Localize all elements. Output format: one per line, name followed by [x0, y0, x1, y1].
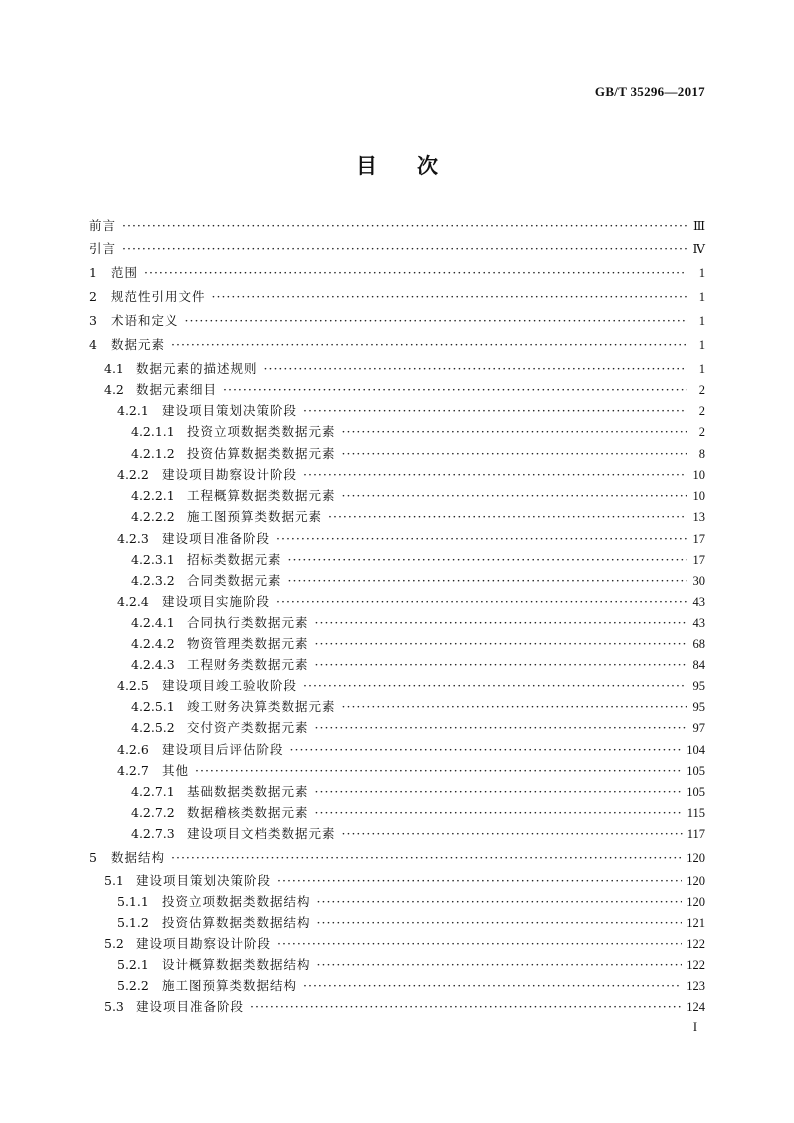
toc-entry-title: 数据元素细目 — [136, 382, 218, 397]
dot-leader — [144, 265, 687, 280]
toc-entry-title: 引言 — [89, 241, 117, 256]
toc-entry-page: 17 — [692, 532, 705, 546]
toc-entry[interactable] — [89, 361, 705, 377]
toc-entry-page: 123 — [686, 979, 705, 993]
dot-leader — [342, 826, 683, 841]
toc-entry-number: 4.1 — [104, 361, 124, 376]
toc-entry-page: 122 — [686, 958, 705, 972]
dot-leader — [171, 337, 687, 352]
toc-entry-title: 数据结构 — [111, 850, 166, 865]
toc-entry-title: 投资立项数据类数据结构 — [162, 894, 311, 909]
dot-leader — [315, 720, 687, 735]
toc-entry[interactable] — [89, 382, 705, 398]
dot-leader — [122, 241, 687, 256]
toc-entry[interactable] — [89, 873, 705, 889]
toc-entry-title: 数据元素的描述规则 — [136, 361, 258, 376]
toc-entry-number: 4.2.7.3 — [131, 826, 175, 841]
toc-entry-page: 122 — [686, 937, 705, 951]
toc-entry[interactable] — [89, 936, 705, 952]
toc-entry-page: 115 — [686, 806, 705, 820]
dot-leader — [315, 805, 683, 820]
dot-leader — [328, 509, 687, 524]
toc-entry-page: 95 — [692, 700, 705, 714]
toc-entry-page: 2 — [698, 383, 705, 397]
toc-entry-title: 投资估算数据类数据结构 — [162, 915, 311, 930]
dot-leader — [195, 763, 682, 778]
toc-entry[interactable] — [89, 784, 705, 800]
toc-entry-page: 84 — [692, 658, 705, 672]
toc-entry[interactable] — [89, 636, 705, 652]
toc-entry-title: 合同类数据元素 — [187, 573, 282, 588]
toc-entry-title: 建设项目竣工验收阶段 — [162, 678, 298, 693]
toc-entry[interactable] — [89, 915, 705, 931]
toc-entry-title: 建设项目勘察设计阶段 — [162, 467, 298, 482]
toc-entry-number: 4.2 — [104, 382, 124, 397]
toc-entry-number: 4.2.3.1 — [131, 552, 175, 567]
toc-entry[interactable] — [89, 424, 705, 440]
toc-entry-number: 4.2.2 — [117, 467, 149, 482]
dot-leader — [317, 915, 683, 930]
toc-entry[interactable] — [89, 894, 705, 910]
toc-entry-number: 4.2.7 — [117, 763, 149, 778]
toc-entry[interactable] — [89, 403, 705, 419]
toc-entry-page: 43 — [692, 595, 705, 609]
dot-leader — [317, 894, 683, 909]
toc-entry[interactable] — [89, 978, 705, 994]
toc-entry-title: 前言 — [89, 218, 117, 233]
toc-entry-page: 1 — [698, 266, 705, 280]
toc-entry-page: 68 — [692, 637, 705, 651]
toc-entry-number: 4.2.4 — [117, 594, 149, 609]
toc-entry-title: 其他 — [162, 763, 190, 778]
toc-entry[interactable] — [89, 826, 705, 842]
toc-entry-number: 4.2.2.2 — [131, 509, 175, 524]
toc-entry[interactable] — [89, 552, 705, 568]
toc-entry-title: 范围 — [111, 265, 139, 280]
toc-entry-page: 10 — [692, 468, 705, 482]
dot-leader — [288, 552, 687, 567]
toc-entry-page: 120 — [686, 874, 705, 888]
toc-entry[interactable] — [89, 337, 705, 353]
toc-entry-title: 投资估算数据类数据元素 — [187, 446, 336, 461]
toc-entry-page: 124 — [686, 1000, 705, 1014]
dot-leader — [185, 313, 687, 328]
toc-entry[interactable] — [89, 999, 705, 1015]
toc-entry-number: 4.2.6 — [117, 742, 149, 757]
toc-entry-number: 4.2.1.2 — [131, 446, 175, 461]
toc-entry[interactable] — [89, 488, 705, 504]
dot-leader — [315, 615, 687, 630]
toc-entry-title: 基础数据类数据元素 — [187, 784, 309, 799]
dot-leader — [277, 936, 682, 951]
dot-leader — [315, 657, 687, 672]
toc-entry-number: 5.1 — [104, 873, 124, 888]
dot-leader — [223, 382, 687, 397]
toc-entry-number: 4.2.3.2 — [131, 573, 175, 588]
toc-entry-title: 招标类数据元素 — [187, 552, 282, 567]
toc-entry-title: 建设项目后评估阶段 — [162, 742, 284, 757]
toc-entry-title: 施工图预算类数据元素 — [187, 509, 323, 524]
dot-leader — [317, 957, 683, 972]
dot-leader — [315, 636, 687, 651]
toc-entry-number: 5.2 — [104, 936, 124, 951]
toc-entry[interactable] — [89, 699, 705, 715]
toc-entry-page: 1 — [698, 314, 705, 328]
toc-entry-title: 建设项目准备阶段 — [162, 531, 271, 546]
toc-entry[interactable] — [89, 957, 705, 973]
toc-entry-number: 4.2.3 — [117, 531, 149, 546]
toc-entry[interactable] — [89, 850, 705, 866]
toc-entry[interactable] — [89, 805, 705, 821]
dot-leader — [276, 594, 687, 609]
toc-entry-title: 数据元素 — [111, 337, 166, 352]
dot-leader — [276, 531, 687, 546]
toc-entry-page: 105 — [686, 785, 705, 799]
toc-entry-page: 120 — [686, 851, 705, 865]
toc-entry-number: 4.2.5.1 — [131, 699, 175, 714]
dot-leader — [122, 218, 687, 233]
toc-entry-number: 2 — [89, 289, 97, 304]
toc-entry-title: 投资立项数据类数据元素 — [187, 424, 336, 439]
toc-entry-page: 117 — [686, 827, 705, 841]
toc-entry-number: 4.2.4.3 — [131, 657, 175, 672]
toc-entry-number: 4.2.1.1 — [131, 424, 175, 439]
toc-entry-number: 5 — [89, 850, 97, 865]
toc-entry-number: 3 — [89, 313, 97, 328]
toc-entry[interactable] — [89, 289, 705, 305]
toc-entry-page: 105 — [686, 764, 705, 778]
toc-entry-title: 工程财务类数据元素 — [187, 657, 309, 672]
toc-entry-title: 交付资产类数据元素 — [187, 720, 309, 735]
dot-leader — [303, 403, 687, 418]
toc-entry-title: 建设项目文档类数据元素 — [187, 826, 336, 841]
dot-leader — [171, 850, 682, 865]
toc-entry-number: 4 — [89, 337, 97, 352]
toc-entry-number: 5.1.1 — [117, 894, 149, 909]
dot-leader — [315, 784, 683, 799]
toc-entry-page: 30 — [692, 574, 705, 588]
toc-entry-number: 4.2.5 — [117, 678, 149, 693]
toc-entry-page: 1 — [698, 290, 705, 304]
toc-entry-page: 120 — [686, 895, 705, 909]
page-folio: I — [692, 1020, 697, 1034]
toc-entry-number: 5.2.1 — [117, 957, 149, 972]
toc-entry-title: 竣工财务决算类数据元素 — [187, 699, 336, 714]
toc-entry[interactable] — [89, 763, 705, 779]
standard-number: GB/T 35296—2017 — [594, 84, 705, 99]
toc-entry-title: 建设项目策划决策阶段 — [162, 403, 298, 418]
toc-entry[interactable] — [89, 241, 705, 257]
toc-entry-title: 设计概算数据类数据结构 — [162, 957, 311, 972]
dot-leader — [290, 742, 683, 757]
toc-entry-number: 4.2.4.1 — [131, 615, 175, 630]
toc-entry-title: 规范性引用文件 — [111, 289, 206, 304]
toc-entry-page: 97 — [692, 721, 705, 735]
toc-entry-page: 43 — [692, 616, 705, 630]
toc-entry-page: 13 — [692, 510, 705, 524]
toc-entry[interactable] — [89, 509, 705, 525]
toc-entry-title: 物资管理类数据元素 — [187, 636, 309, 651]
toc-entry-page: 10 — [692, 489, 705, 503]
toc-entry[interactable] — [89, 265, 705, 281]
toc-entry[interactable] — [89, 720, 705, 736]
dot-leader — [288, 573, 687, 588]
toc-entry-page: 95 — [692, 679, 705, 693]
toc-entry[interactable] — [89, 531, 705, 547]
dot-leader — [277, 873, 682, 888]
dot-leader — [264, 361, 687, 376]
toc-entry-page: Ⅲ — [692, 219, 705, 233]
toc-entry-number: 5.3 — [104, 999, 124, 1014]
toc-entry-title: 工程概算数据类数据元素 — [187, 488, 336, 503]
toc-entry-title: 施工图预算类数据结构 — [162, 978, 298, 993]
page-title: 目次 — [356, 153, 478, 178]
toc-entry-page: 17 — [692, 553, 705, 567]
toc-entry-page: 104 — [686, 743, 705, 757]
toc-entry-page: 1 — [698, 362, 705, 376]
toc-entry-title: 建设项目实施阶段 — [162, 594, 271, 609]
toc-entry[interactable] — [89, 446, 705, 462]
toc-entry-number: 4.2.4.2 — [131, 636, 175, 651]
toc-entry-number: 4.2.1 — [117, 403, 149, 418]
toc-entry[interactable] — [89, 467, 705, 483]
toc-entry-page: 8 — [698, 447, 705, 461]
dot-leader — [212, 289, 687, 304]
toc-entry[interactable] — [89, 615, 705, 631]
toc-entry[interactable] — [89, 657, 705, 673]
dot-leader — [342, 699, 687, 714]
toc-entry-page: 1 — [698, 338, 705, 352]
toc-entry-page: 121 — [686, 916, 705, 930]
toc-entry-title: 术语和定义 — [111, 313, 179, 328]
toc-entry-title: 建设项目准备阶段 — [136, 999, 245, 1014]
toc-entry[interactable] — [89, 594, 705, 610]
toc-entry-title: 建设项目勘察设计阶段 — [136, 936, 272, 951]
toc-entry-number: 4.2.2.1 — [131, 488, 175, 503]
dot-leader — [303, 678, 687, 693]
toc-entry-page: 2 — [698, 425, 705, 439]
dot-leader — [303, 978, 682, 993]
toc-entry-page: 2 — [698, 404, 705, 418]
dot-leader — [342, 424, 687, 439]
toc-entry-page: Ⅳ — [692, 242, 705, 256]
toc-entry-number: 4.2.7.2 — [131, 805, 175, 820]
toc-entry-title: 建设项目策划决策阶段 — [136, 873, 272, 888]
dot-leader — [303, 467, 687, 482]
toc-entry[interactable] — [89, 313, 705, 329]
toc-entry-number: 1 — [89, 265, 97, 280]
dot-leader — [342, 446, 687, 461]
toc-entry-number: 4.2.7.1 — [131, 784, 175, 799]
toc-entry[interactable] — [89, 573, 705, 589]
toc-entry[interactable] — [89, 742, 705, 758]
toc-entry-title: 数据稽核类数据元素 — [187, 805, 309, 820]
toc-entry[interactable] — [89, 218, 705, 234]
toc-entry-number: 4.2.5.2 — [131, 720, 175, 735]
toc-entry-number: 5.2.2 — [117, 978, 149, 993]
toc-entry[interactable] — [89, 678, 705, 694]
dot-leader — [250, 999, 682, 1014]
toc-entry-number: 5.1.2 — [117, 915, 149, 930]
toc-entry-title: 合同执行类数据元素 — [187, 615, 309, 630]
dot-leader — [342, 488, 687, 503]
